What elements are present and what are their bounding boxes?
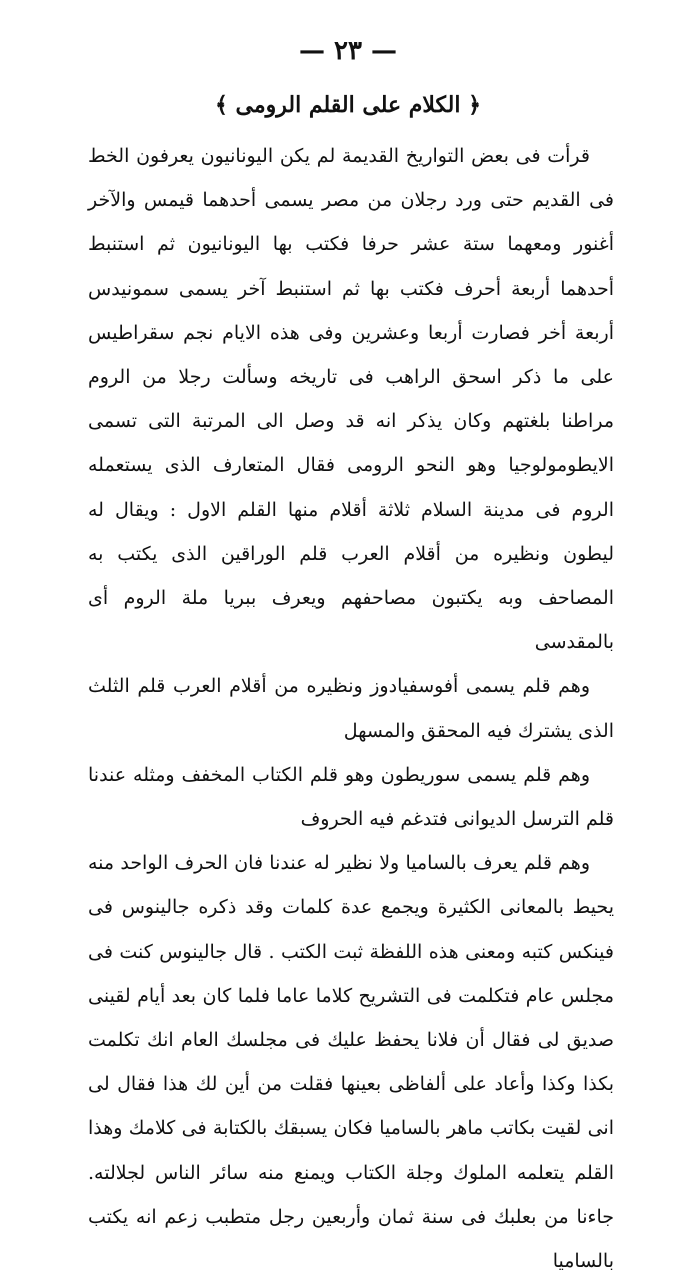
section-title: ﴿ الكلام على القلم الرومى ﴾ (214, 92, 482, 118)
paragraph: قرأت فى بعض التواريخ القديمة لم يكن اليونانيون يعرفون الخط فى القديم حتى ورد رجلان من مصر يسمى أحدهما قيمس والآخر أغنور ومعهما ستة عشر حرفا فكتب بها اليونانيون ثم استنبط أحدهما أربعة أحرف فكتب بها ثم استنبط آخر يسمى سمونيدس أربعة أخر فصارت أربعا وعشرين وفى هذه الايام نجم سقراطيس على ما ذكر اسحق الراهب فى تاريخه وسألت رجلا من الروم مراطنا بلغتهم وكان يذكر انه قد وصل الى المرتبة التى تسمى الايطومولوجيا وهو النحو الرومى فقال المتعارف الذى يستعمله الروم فى مدينة السلام ثلاثة أقلام منها القلم الاول : ويقال له ليطون ونظيره من أقلام العرب قلم الوراقين الذى يكتب به المصاحف وبه يكتبون مصاحفهم ويعرف ببريا ملة الروم أى بالمقدسى (88, 145, 614, 654)
paragraph: وهم قلم يعرف بالساميا ولا نظير له عندنا فان الحرف الواحد منه يحيط بالمعانى الكثيرة ويجمع عدة كلمات وقد ذكره جالينوس فى فينكس كتبه ومعنى هذه اللفظة ثبت الكتب . قال جالينوس كنت فى مجلس عام فتكلمت فى التشريح كلاما عاما فلما كان بعد أيام لقينى صديق لى فقال أن فلانا يحفظ عليك فى مجلسك العام انك تكلمت بكذا وكذا وأعاد على ألفاظى بعينها فقلت من أين لك هذا فقال لى انى لقيت بكاتب ماهر بالساميا فكان يسبقك بالكتابة فى كلامك وهذا القلم يتعلمه الملوك وجلة الكتاب ويمنع منه سائر الناس لجلالته. جاءنا من بعلبك فى سنة ثمان وأربعين رجل متطبب زعم انه يكتب بالساميا (88, 852, 614, 1273)
page-number: — ٢٣ — (298, 36, 398, 66)
body-text (88, 134, 614, 1283)
paragraph: وهم قلم يسمى سوريطون وهو قلم الكتاب المخفف ومثله عندنا قلم الترسل الديوانى فتدغم فيه الحروف (88, 763, 614, 831)
paragraph: وهم قلم يسمى أفوسفيادوز ونظيره من أقلام العرب قلم الثلث الذى يشترك فيه المحقق والمسهل (88, 675, 614, 742)
